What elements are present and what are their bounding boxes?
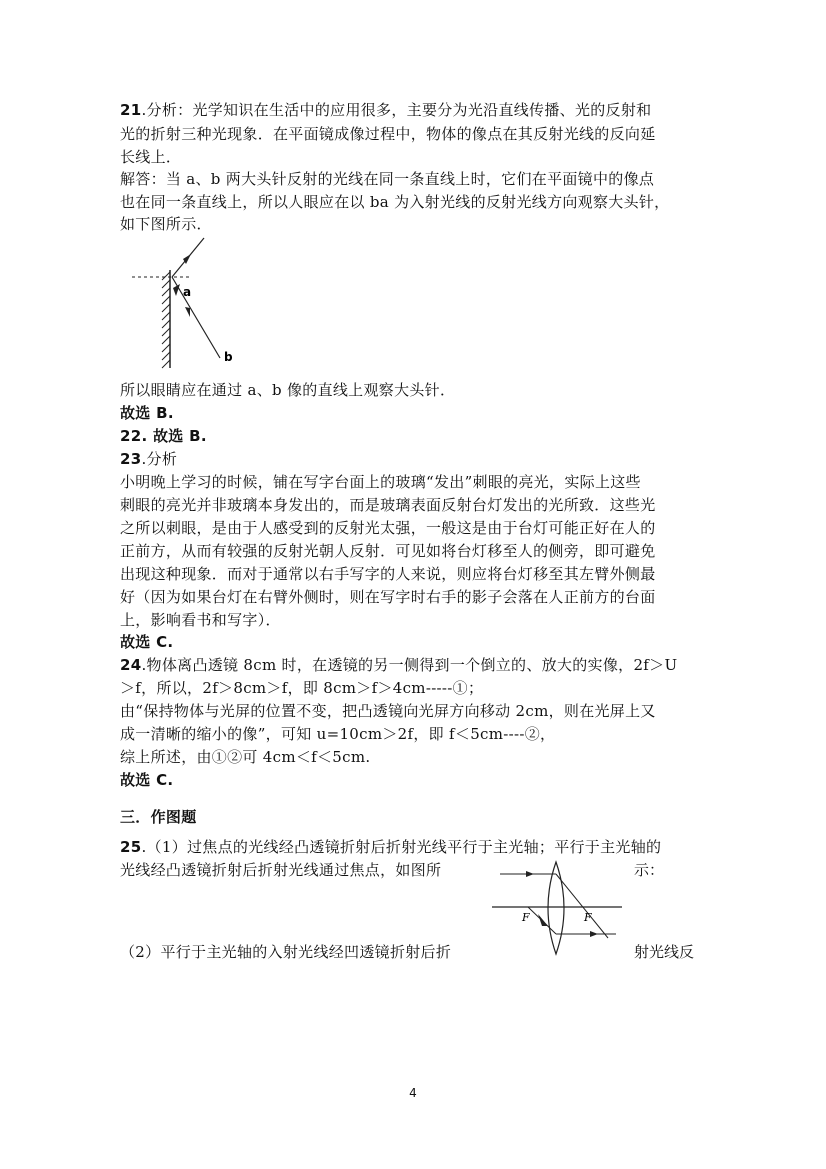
q24-line-5: 综上所述，由①②可 4cm＜f＜5cm. <box>120 748 371 766</box>
focus-label-right: F <box>584 911 592 924</box>
q23-line-1: 小明晚上学习的时候，铺在写字台面上的玻璃“发出”刺眼的亮光，实际上这些 <box>120 473 641 491</box>
pin-label-a: a <box>183 285 192 299</box>
page-number: 4 <box>409 1086 417 1100</box>
q23-title-line <box>120 448 177 470</box>
q25-line-3-right: 射光线反 <box>634 943 695 961</box>
q23-title: .分析 <box>141 450 178 468</box>
q24-line-1 <box>120 654 677 676</box>
q25-line-1 <box>120 836 661 858</box>
focus-ray-arrow-icon <box>538 914 548 926</box>
q24-line-3: 由“保持物体与光屏的位置不变，把凸透镜向光屏方向移动 2cm，则在光屏上又 <box>120 702 656 720</box>
q23-line-4: 正前方，从而有较强的反射光朝人反射．可见如将台灯移至人的侧旁，即可避免 <box>120 542 656 560</box>
q21-line-5: 也在同一条直线上，所以人眼应在以 ba 为入射光线的反射光线方向观察大头针， <box>120 193 670 211</box>
incident-ray <box>172 277 220 358</box>
q25-text-1: .（1）过焦点的光线经凸透镜折射后折射光线平行于主光轴；平行于主光轴的 <box>141 838 662 856</box>
q23-answer: 故选 C. <box>120 633 174 651</box>
q25-line-3-left: （2）平行于主光轴的入射光线经凹透镜折射后折 <box>120 943 452 961</box>
q23-line-7: 上，影响看书和写字）． <box>120 611 281 629</box>
section-title: 三．作图题 <box>120 808 197 826</box>
q21-number: 21 <box>120 101 142 119</box>
q25-line-2-left: 光线经凸透镜折射后折射光线通过焦点，如图所 <box>120 861 442 879</box>
q24-line-4: 成一清晰的缩小的像”，可知 u=10cm＞2f，即 f＜5cm----②， <box>120 725 556 743</box>
focus-label-left: F <box>522 911 530 924</box>
q24-number: 24 <box>120 656 142 674</box>
q21-line-4: 解答：当 a、b 两大头针反射的光线在同一条直线上时，它们在平面镜中的像点 <box>120 170 655 188</box>
pin-label-b: b <box>224 350 233 364</box>
q21-line-2: 光的折射三种光现象．在平面镜成像过程中，物体的像点在其反射光线的反向延 <box>120 125 656 143</box>
mirror-hatching <box>162 272 170 368</box>
q23-line-3: 之所以刺眼，是由于人感受到的反射光太强，一般这是由于台灯可能正好在人的 <box>120 519 656 537</box>
q21-line-3: 长线上． <box>120 148 182 166</box>
q21-line-6: 如下图所示． <box>120 215 212 233</box>
convex-lens-figure <box>490 860 630 960</box>
q23-number: 23 <box>120 450 142 468</box>
q23-line-5: 出现这种现象．而对于通常以右手写字的人来说，则应将台灯移至其左臂外侧最 <box>120 565 656 583</box>
incident-arrow-icon <box>185 307 190 317</box>
q21-answer: 故选 B. <box>120 404 174 422</box>
q24-line-2: ＞f，所以，2f＞8cm＞f，即 8cm＞f＞4cm-----①； <box>120 679 484 697</box>
q22-answer: 22. 故选 B. <box>120 427 207 445</box>
mirror-reflection-figure <box>120 230 250 370</box>
q21-line-1 <box>120 99 651 121</box>
q24-answer: 故选 C. <box>120 771 174 789</box>
parallel-ray-arrow-icon <box>590 931 598 937</box>
incident-arrow-icon-2 <box>173 284 180 296</box>
q23-line-2: 刺眼的亮光并非玻璃本身发出的，而是玻璃表面反射台灯发出的光所致．这些光 <box>120 496 656 514</box>
q25-number: 25 <box>120 838 142 856</box>
q24-text-1: .物体离凸透镜 8cm 时，在透镜的另一侧得到一个倒立的、放大的实像，2f＞U <box>141 656 678 674</box>
q21-conclusion: 所以眼睛应在通过 a、b 像的直线上观察大头针． <box>120 381 456 399</box>
ray-arrow-icon <box>526 871 534 877</box>
q21-text-1: .分析：光学知识在生活中的应用很多，主要分为光沿直线传播、光的反射和 <box>141 101 652 119</box>
q25-line-2-right: 示： <box>634 861 665 879</box>
q23-line-6: 好（因为如果台灯在右臂外侧时，则在写字时右手的影子会落在人正前方的台面 <box>120 588 656 606</box>
convex-lens <box>548 862 564 954</box>
